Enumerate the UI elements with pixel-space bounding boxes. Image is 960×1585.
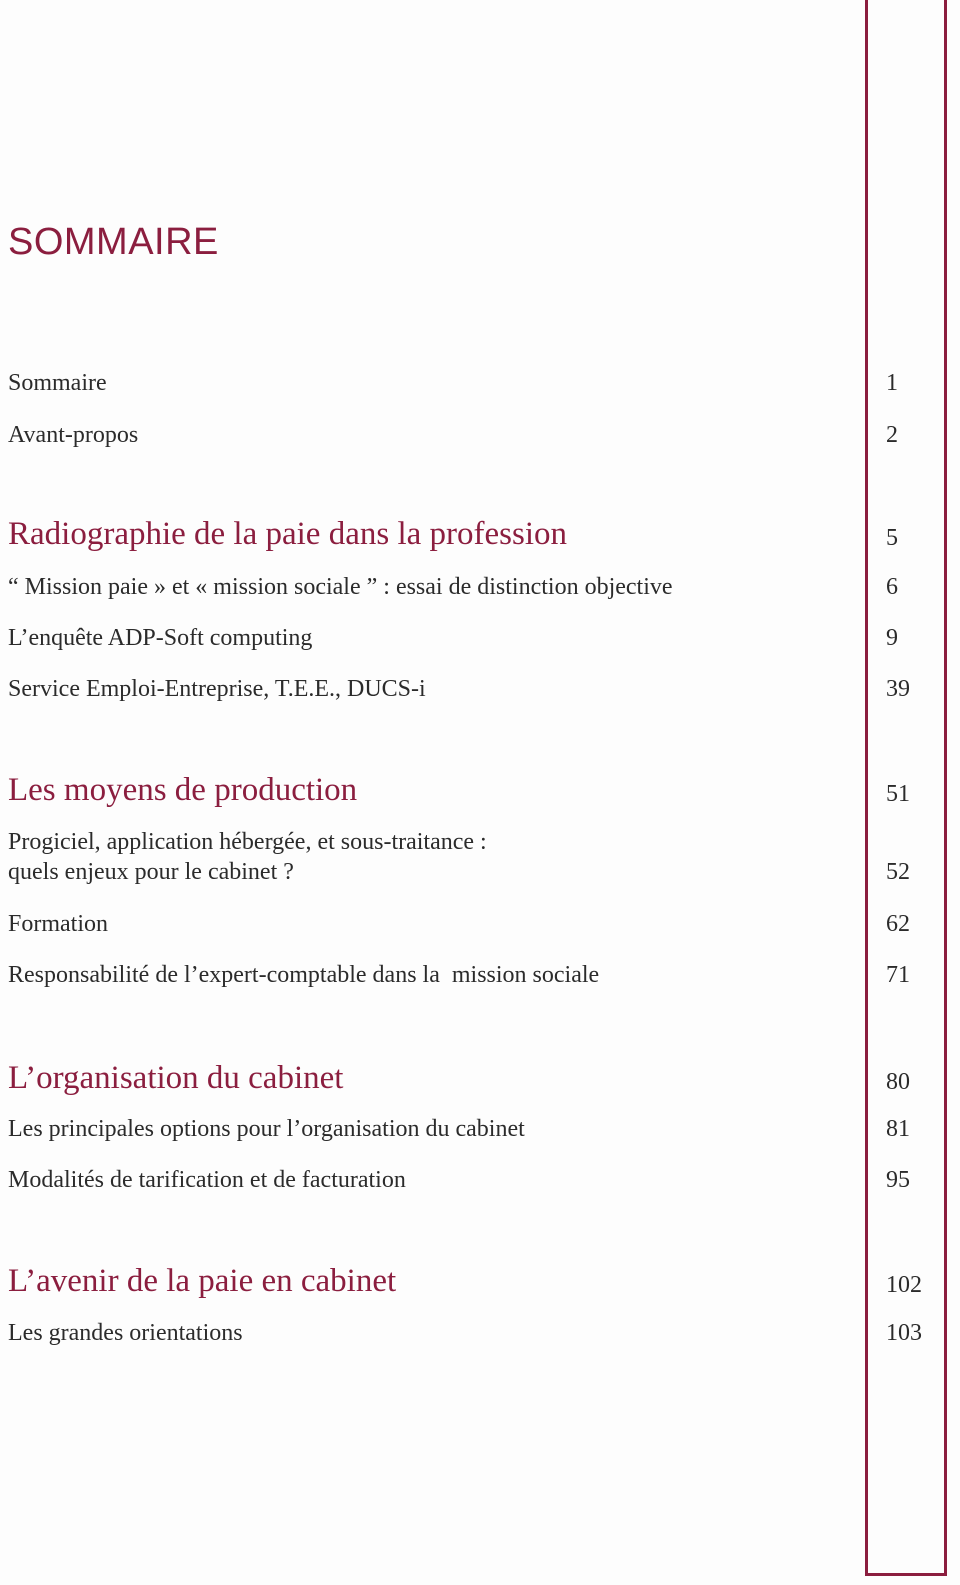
toc-entry-page-number: 9: [886, 625, 898, 651]
toc-entry-label-line: Progiciel, application hébergée, et sous-traitance :: [8, 829, 487, 855]
toc-entry-page-number: 6: [886, 574, 898, 600]
toc-entry-label: Modalités de tarification et de facturation: [8, 1167, 406, 1193]
toc-entry-mission-paie[interactable]: [8, 570, 918, 602]
toc-entry-label: [8, 827, 708, 887]
toc-entry-label: Responsabilité de l’expert-comptable dans la mission sociale: [8, 962, 600, 988]
toc-section-label: L’organisation du cabinet: [8, 1060, 344, 1096]
toc-entry-page-number: 95: [886, 1167, 910, 1193]
toc-entry-label: Service Emploi-Entreprise, T.E.E., DUCS-i: [8, 676, 426, 702]
toc-entry-page-number: 81: [886, 1116, 910, 1142]
toc-entry-page-number: 62: [886, 911, 910, 937]
toc-section-avenir-paie[interactable]: [8, 1260, 922, 1300]
toc-entry-page-number: 71: [886, 962, 910, 988]
toc-entry-page-number: 2: [886, 422, 898, 448]
toc-section-label: Radiographie de la paie dans la profession: [8, 516, 567, 552]
toc-entry-modalites-tarification[interactable]: [8, 1163, 918, 1195]
toc-entry-page-number: 102: [886, 1272, 922, 1298]
toc-section-moyens-production[interactable]: [8, 769, 918, 809]
toc-entry-label: “ Mission paie » et « mission sociale ” : essai de distinction objective: [8, 574, 673, 600]
toc-section-label: Les moyens de production: [8, 772, 358, 808]
toc-entry-label: Les principales options pour l’organisation du cabinet: [8, 1116, 525, 1142]
toc-section-organisation-cabinet[interactable]: [8, 1057, 918, 1097]
toc-entry-principales-options[interactable]: [8, 1112, 918, 1144]
toc-entry-label: L’enquête ADP-Soft computing: [8, 625, 313, 651]
page-title: SOMMAIRE: [8, 221, 219, 263]
toc-entry-label: Sommaire: [8, 370, 107, 396]
toc-entry-label: Avant-propos: [8, 422, 139, 448]
toc-entry-progiciel[interactable]: [8, 825, 918, 887]
toc-entry-label: Les grandes orientations: [8, 1320, 243, 1346]
toc-entry-page-number: 103: [886, 1320, 922, 1346]
toc-entry-label-line: quels enjeux pour le cabinet ?: [8, 859, 294, 885]
toc-entry-formation[interactable]: [8, 907, 918, 939]
toc-entry-page-number: 51: [886, 781, 910, 807]
toc-entry-page-number: 39: [886, 676, 910, 702]
toc-section-label: L’avenir de la paie en cabinet: [8, 1263, 397, 1299]
toc-entry-page-number: 80: [886, 1069, 910, 1095]
toc-entry-sommaire[interactable]: [8, 366, 918, 398]
toc-entry-enquete-adp[interactable]: [8, 621, 918, 653]
toc-entry-responsabilite[interactable]: [8, 958, 918, 990]
toc-entry-avant-propos[interactable]: [8, 418, 918, 450]
toc-entry-label: Formation: [8, 911, 108, 937]
toc-entry-page-number: 52: [886, 859, 910, 885]
toc-section-radiographie[interactable]: [8, 513, 918, 553]
toc-entry-page-number: 5: [886, 525, 898, 551]
toc-entry-page-number: 1: [886, 370, 898, 396]
toc-entry-service-emploi[interactable]: [8, 672, 918, 704]
toc-entry-grandes-orientations[interactable]: [8, 1316, 922, 1348]
